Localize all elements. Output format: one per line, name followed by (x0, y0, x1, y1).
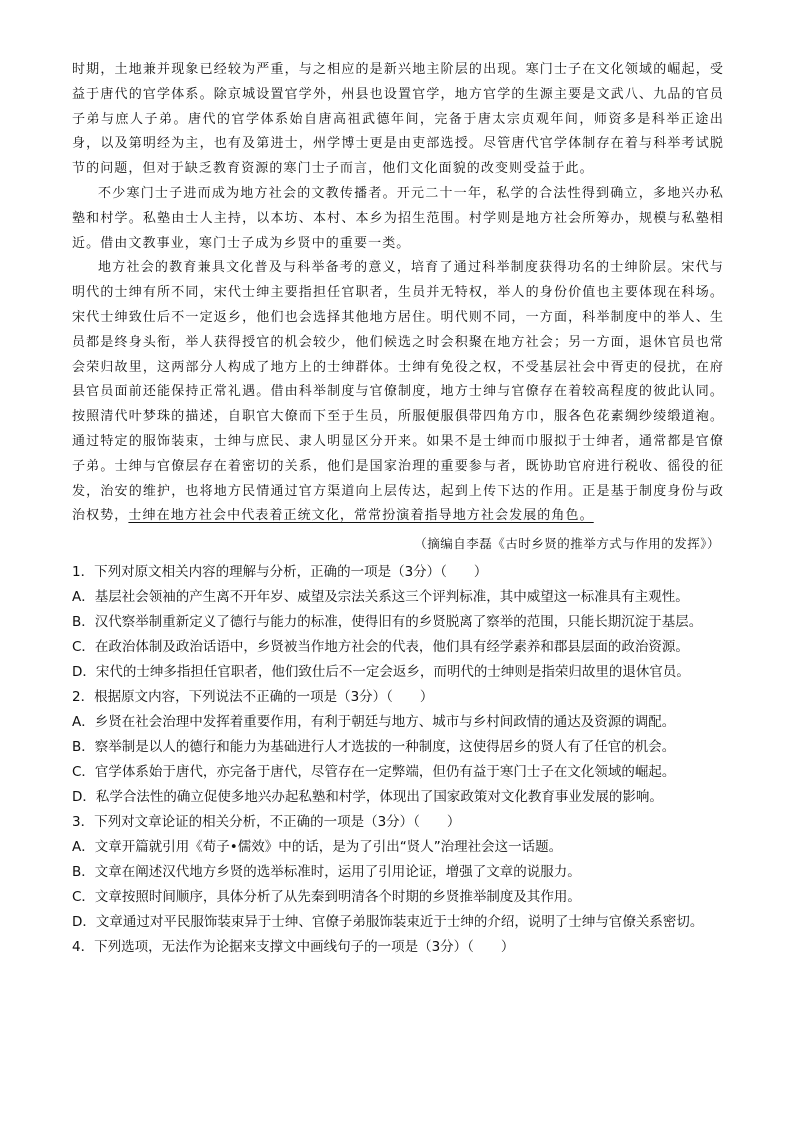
option-a: A．文章开篇就引用《荀子•儒效》中的话，是为了引出“贤人”治理社会这一话题。 (72, 839, 563, 855)
option-c: C．在政治体制及政治话语中，乡贤被当作地方社会的代表，他们具有经学素养和郡县层面的政治资源。 (72, 639, 689, 655)
option-b: B．文章在阐述汉代地方乡贤的选举标准时，运用了引用论证，增强了文章的说服力。 (72, 864, 581, 880)
passage-text: 地方社会的教育兼具文化普及与科举备考的意义，培育了通过科举制度获得功名的士绅阶层。宋代与明代的士绅有所不同，宋代士绅主要指担任官职者，生员并无特权，举人的身份价值也主要体现在科场。宋代士绅致仕后不一定返乡，他们也会选择其他地方居住。明代则不同，一方面，科举制度中的举人、生员都是终身头衔，举人获得授官的机会较少，他们候选之时会积聚在地方社会；另一方面，退休官员也常会荣归故里，这两部分人构成了地方上的士绅群体。士绅有免役之权，不受基层社会中胥吏的侵扰，在府县官员面前还能保持正常礼遇。借由科举制度与官僚制度，地方士绅与官僚存在着较高程度的彼此认同。按照清代叶梦珠的描述，自职官大僚而下至于生员，所服便服俱带四角方巾，服各色花素绸纱绫缎道袍。通过特定的服饰装束，士绅与庶民、隶人明显区分开来。如果不是士绅而巾服拟于士绅者，通常都是官僚子弟。士绅与官僚层存在着密切的关系，他们是国家治理的重要参与者，既协助官府进行税收、徭役的征发，治安的维护，也将地方民情通过官方渠道向上层传达，起到上传下达的作用。正是基于制度身份与政治权势， (72, 260, 724, 524)
option-d: D．宋代的士绅多指担任官职者，他们致仕后不一定会返乡，而明代的士绅则是指荣归故里的退休官员。 (72, 664, 690, 680)
option-a: A．乡贤在社会治理中发挥着重要作用，有利于朝廷与地方、城市与乡村间政情的通达及资源的调配。 (72, 714, 676, 730)
option-c: C．文章按照时间顺序，具体分析了从先秦到明清各个时期的乡贤推举制度及其作用。 (72, 889, 581, 905)
option-d: D．文章通过对平民服饰装束异于士绅、官僚子弟服饰装束近于士绅的介绍，说明了士绅与官僚关系密切。 (72, 914, 704, 930)
passage-paragraph: 不少寒门士子进而成为地方社会的文教传播者。开元二十一年，私学的合法性得到确立，多地兴办私塾和村学。私塾由士人主持，以本坊、本村、本乡为招生范围。村学则是地方社会所筹办，规模与私塾相近。借由文教事业，寒门士子成为乡贤中的重要一类。 (72, 185, 724, 251)
question-list (72, 560, 728, 960)
passage-paragraph (72, 256, 724, 529)
question-stem: 4．下列选项，无法作为论据来支撑文中画线句子的一项是（3分）（ ） (72, 939, 515, 955)
option-c: C．官学体系始于唐代，亦完备于唐代，尽管存在一定弊端，但仍有益于寒门士子在文化领域的崛起。 (72, 764, 676, 780)
option-b: B．汉代察举制重新定义了德行与能力的标准，使得旧有的乡贤脱离了察举的范围，只能长期沉淀于基层。 (72, 614, 703, 630)
passage-paragraph: 时期，土地兼并现象已经较为严重，与之相应的是新兴地主阶层的出现。寒门士子在文化领域的崛起，受益于唐代的官学体系。除京城设置官学外，州县也设置官学，地方官学的生源主要是文武八、九品的官员子弟与庶人子弟。唐代的官学体系始自唐高祖武德年间，完备于唐太宗贞观年间，师资多是科举正途出身，以及第明经为主，也有及第进士，州学博士更是由吏部选授。尽管唐代官学体制存在着与科举考试脱节的问题，但对于缺乏教育资源的寒门士子而言，他们文化面貌的改变则受益于此。 (72, 62, 724, 177)
option-b: B．察举制是以人的德行和能力为基础进行人才选拔的一种制度，这使得居乡的贤人有了任官的机会。 (72, 739, 676, 755)
option-d: D．私学合法性的确立促使多地兴办起私塾和村学，体现出了国家政策对文化教育事业发展的影响。 (72, 789, 663, 805)
question-stem: 1．下列对原文相关内容的理解与分析，正确的一项是（3分）（ ） (72, 564, 488, 580)
underlined-sentence: 士绅在地方社会中代表着正统文化，常常扮演着指导地方社会发展的角色。 (128, 508, 594, 524)
option-a: A．基层社会领袖的产生离不开年岁、威望及宗法关系这三个评判标准，其中威望这一标准具有主观性。 (72, 589, 689, 605)
source-citation: （摘编自李磊《古时乡贤的推举方式与作用的发挥》） (414, 536, 720, 551)
reading-passage (72, 58, 724, 529)
question-stem: 3．下列对文章论证的相关分析，不正确的一项是（3分）（ ） (72, 814, 461, 830)
question-stem: 2．根据原文内容，下列说法不正确的一项是（3分）（ ） (72, 689, 434, 705)
